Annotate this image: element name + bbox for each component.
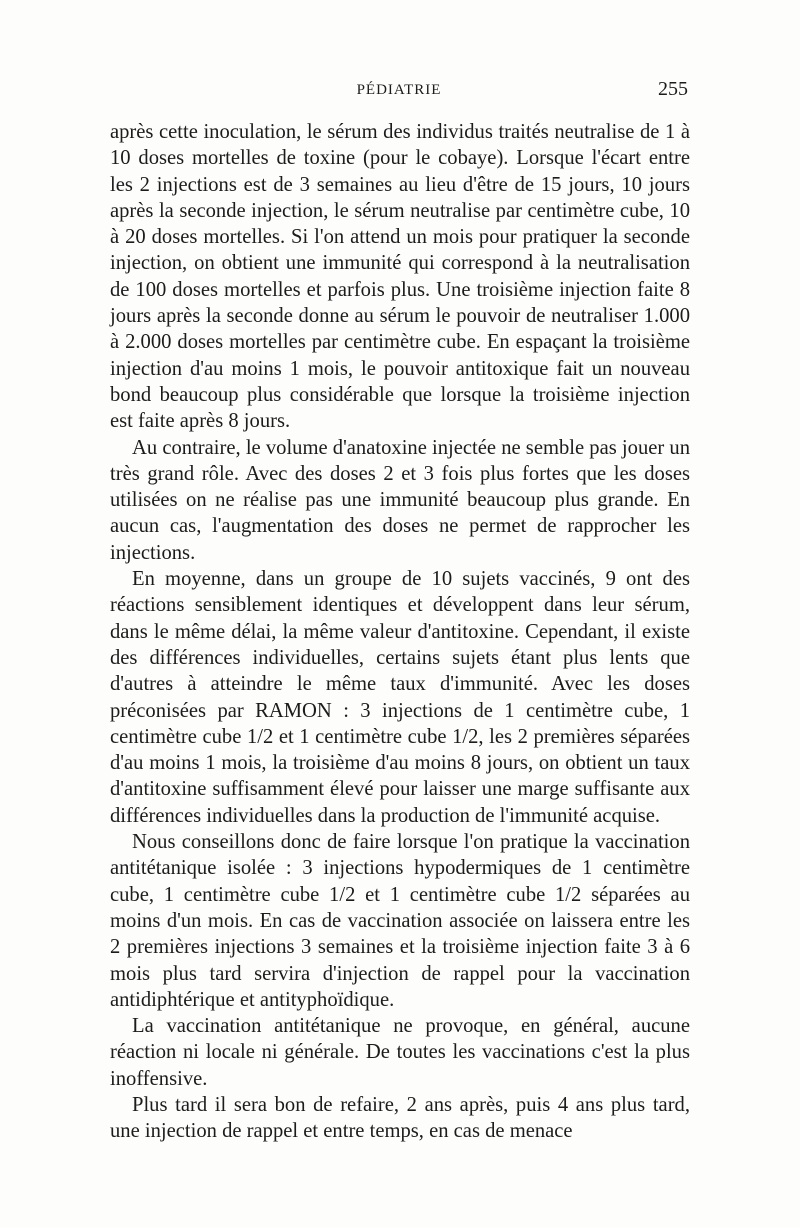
paragraph-4: Nous conseillons donc de faire lorsque l'on pratique la vaccination antitétanique isolée : 3 injections hypodermiques de 1 centimètre cube, 1 centimètre cube 1/2 et 1 centimètre cube 1/2 séparées au moins d'un mois. En cas de vaccination associée on laissera entre les 2 premières injections 3 semaines et la troisième injection faite 3 à 6 mois plus tard servira d'injection de rappel pour la vaccination antidiphtérique et antityphoïdique. [110, 831, 690, 1011]
page-number: 255 [658, 78, 688, 100]
paragraph-1: après cette inoculation, le sérum des individus traités neutralise de 1 à 10 doses mortelles de toxine (pour le cobaye). Lorsque l'écart entre les 2 injections est de 3 semaines au lieu d'être de 15 jours, 10 jours après la seconde injection, le sérum neutralise par centimètre cube, 10 à 20 doses mortelles. Si l'on attend un mois pour pratiquer la seconde injection, on obtient une immunité qui correspond à la neutralisation de 100 doses mortelles et parfois plus. Une troisième injection faite 8 jours après la seconde donne au sérum le pouvoir de neutraliser 1.000 à 2.000 doses mortelles par centimètre cube. En espaçant la troisième injection d'au moins 1 mois, le pouvoir antitoxique fait un nouveau bond beaucoup plus considérable que lorsque la troisième injection est faite après 8 jours. [110, 121, 690, 433]
body-text [110, 119, 690, 1145]
running-header [110, 78, 688, 102]
paragraph-6: Plus tard il sera bon de refaire, 2 ans après, puis 4 ans plus tard, une injection de rappel et entre temps, en cas de menace [110, 1093, 690, 1143]
paragraph-5: La vaccination antitétanique ne provoque, en général, aucune réaction ni locale ni générale. De toutes les vaccinations c'est la plus inoffensive. [110, 1015, 690, 1090]
paragraph-3: En moyenne, dans un groupe de 10 sujets vaccinés, 9 ont des réactions sensiblement identiques et développent dans leur sérum, dans le même délai, la même valeur d'antitoxine. Cependant, il existe des différences individuelles, certains sujets étant plus lents que d'autres à atteindre le même taux d'immunité. Avec les doses préconisées par RAMON : 3 injections de 1 centimètre cube, 1 centimètre cube 1/2 et 1 centimètre cube 1/2, les 2 premières séparées d'au moins 1 mois, la troisième d'au moins 8 jours, on obtient un taux d'antitoxine suffisamment élevé pour laisser une marge suffisante aux différences individuelles dans la production de l'immunité acquise. [110, 568, 690, 827]
paragraph-2: Au contraire, le volume d'anatoxine injectée ne semble pas jouer un très grand rôle. Avec des doses 2 et 3 fois plus fortes que les doses utilisées on ne réalise pas une immunité beaucoup plus grande. En aucun cas, l'augmentation des doses ne permet de rapprocher les injections. [110, 436, 690, 564]
chapter-title: PÉDIATRIE [356, 82, 442, 98]
